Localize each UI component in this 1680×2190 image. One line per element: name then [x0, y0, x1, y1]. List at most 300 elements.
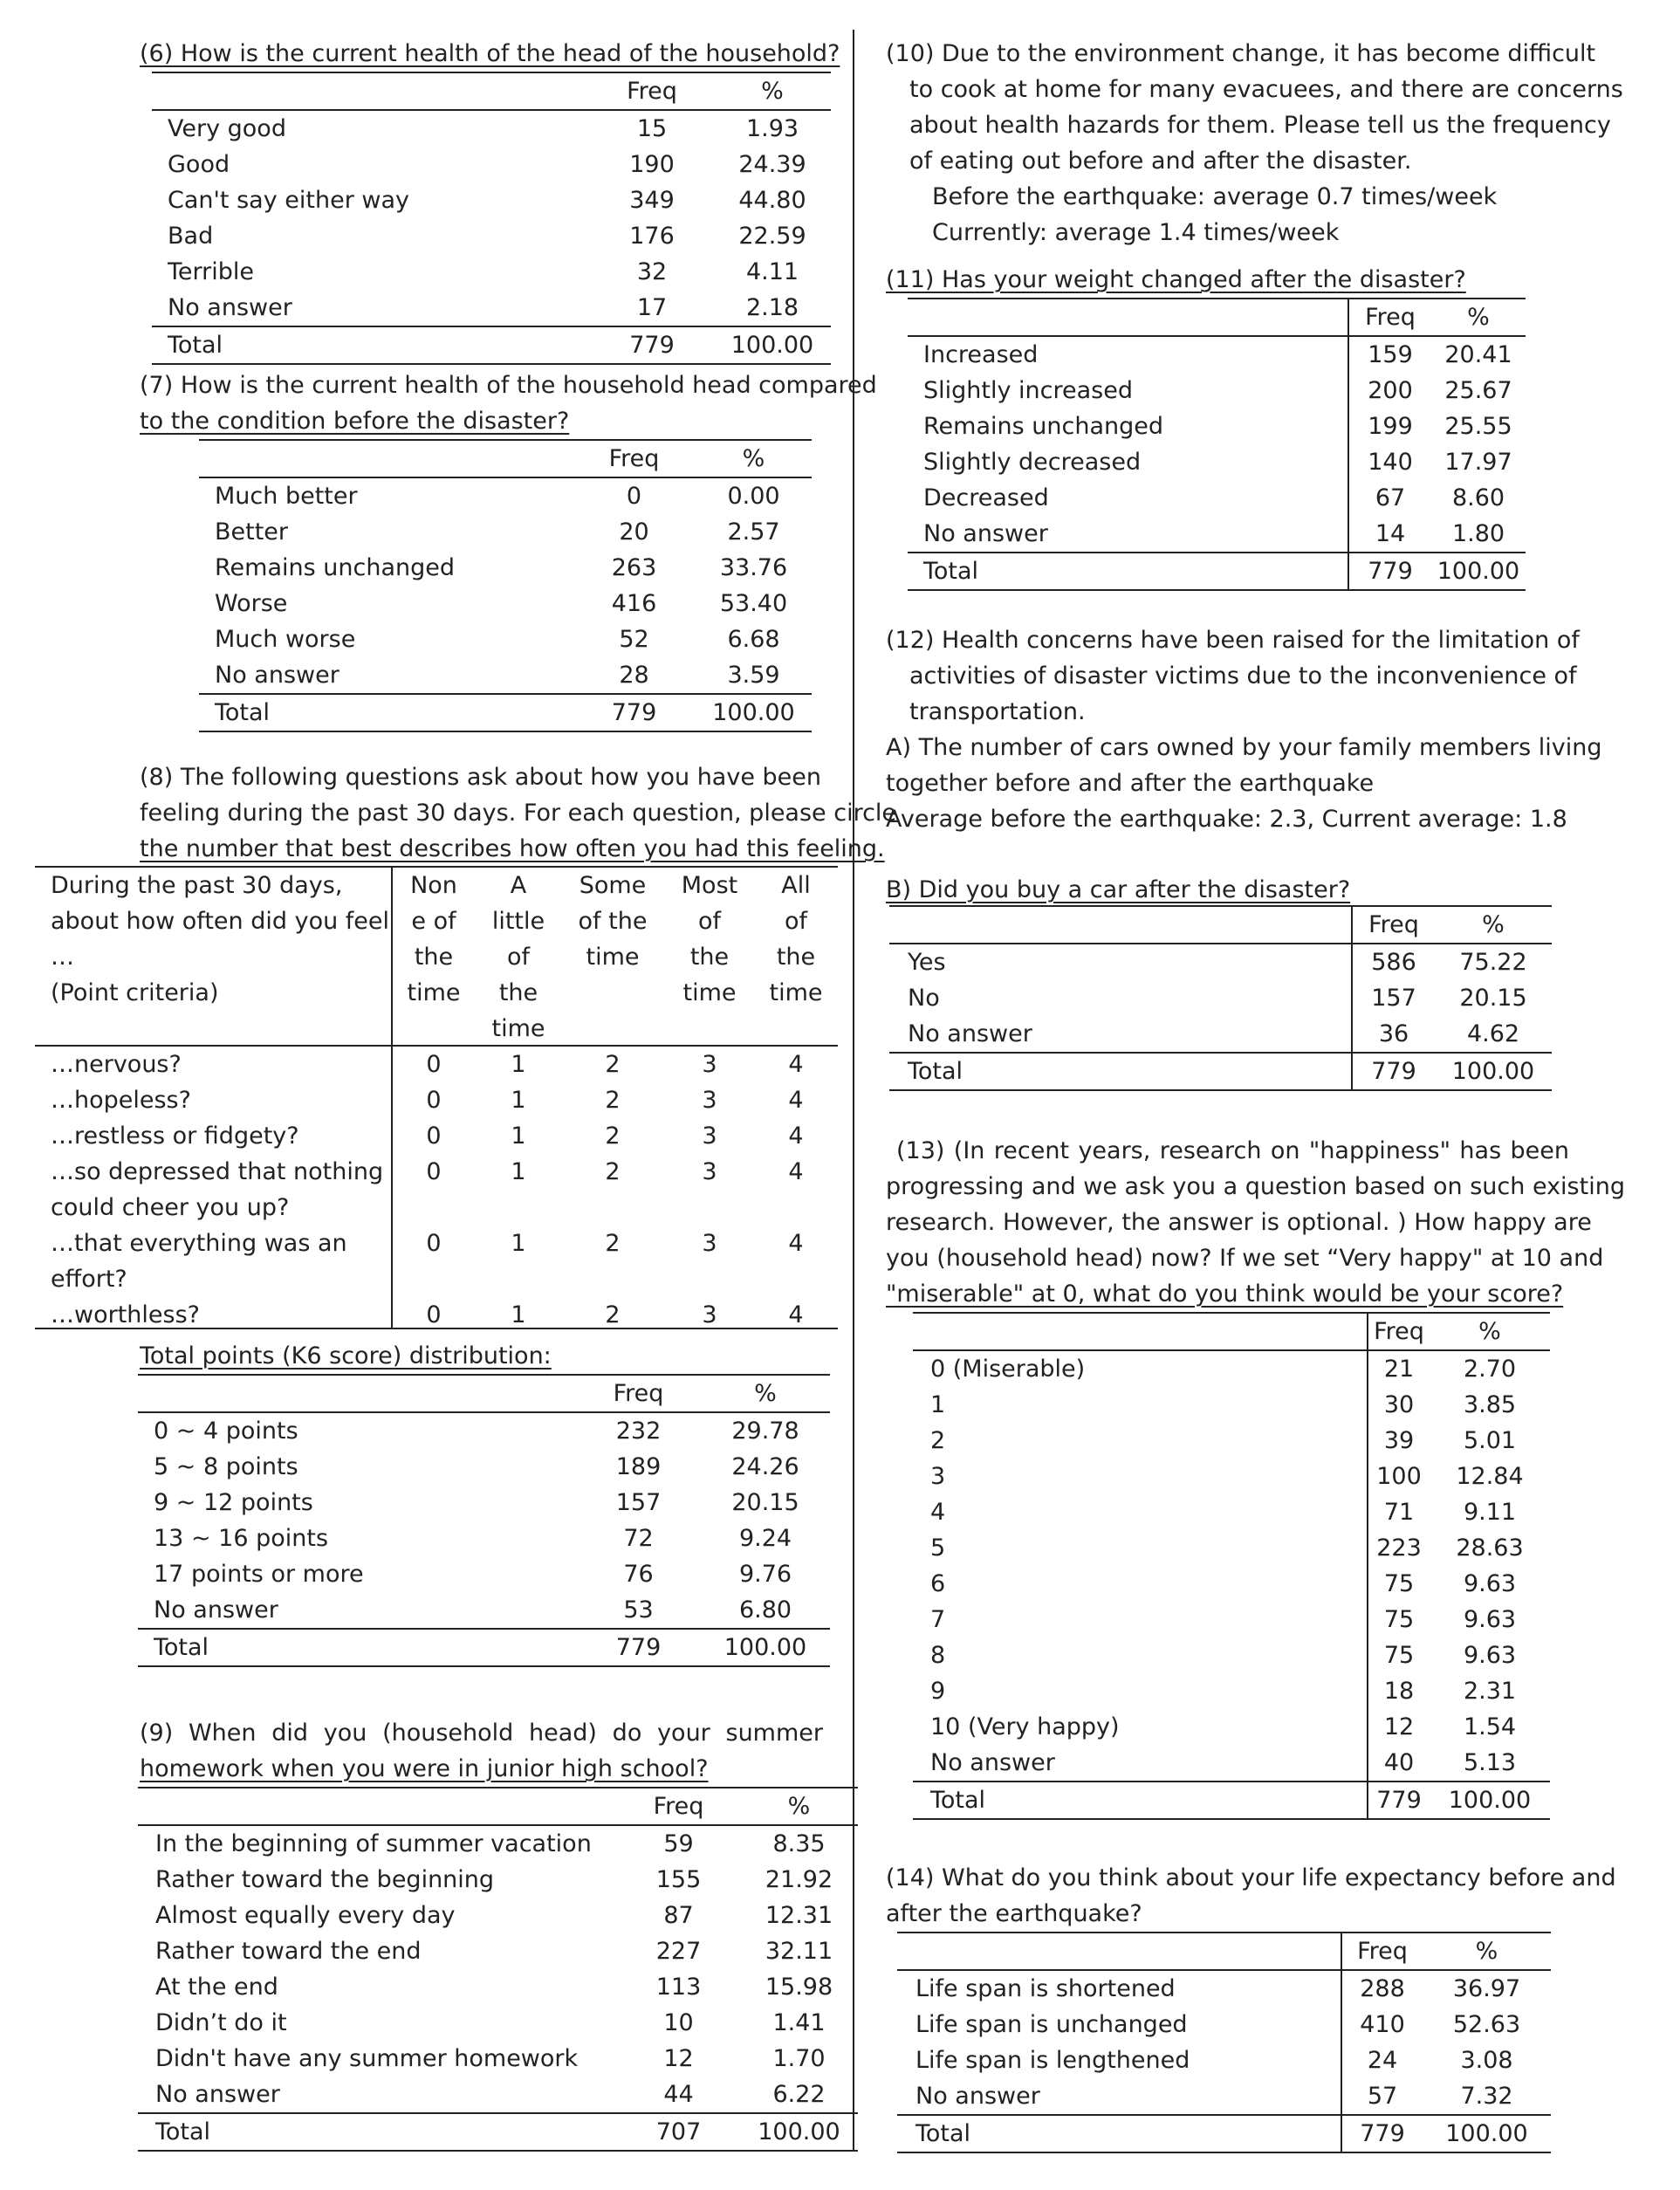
table-row [152, 147, 831, 182]
row-label: Much better [215, 483, 358, 510]
row-percent: 1.54 [1463, 1713, 1517, 1740]
q8-stem-line3: … [51, 944, 74, 971]
total-freq: 779 [573, 694, 696, 731]
row-label: No [908, 985, 940, 1012]
row-label: Rather toward the beginning [155, 1866, 495, 1893]
row-label: No answer [215, 662, 339, 689]
q8-point-value: 1 [511, 1122, 526, 1150]
q8-point-value: 4 [788, 1301, 804, 1328]
q8-column-header-text: little [491, 908, 545, 935]
table-row [897, 1970, 1551, 2007]
table-row [138, 1862, 858, 1898]
q8-point-value: 4 [788, 1158, 804, 1185]
row-label: 6 [930, 1570, 946, 1597]
q8-item-label-continued: effort? [51, 1266, 127, 1293]
table-row [199, 514, 812, 550]
table-row [913, 1387, 1550, 1423]
row-label: Very good [168, 115, 286, 142]
total-freq: 779 [1352, 1053, 1435, 1090]
q12-a-line2: together before and after the earthquake [886, 770, 1375, 797]
row-freq: 10 [663, 2009, 694, 2036]
row-percent: 24.26 [731, 1453, 799, 1480]
q8-point-criteria: (Point criteria) [51, 979, 219, 1006]
row-freq: 15 [636, 115, 668, 142]
table-total-row [897, 2115, 1551, 2152]
total-label: Total [913, 1782, 1368, 1819]
row-percent: 25.67 [1444, 377, 1512, 404]
row-percent: 4.11 [745, 258, 799, 285]
row-label: Yes [908, 949, 946, 976]
q8-point-value: 1 [511, 1087, 526, 1114]
row-freq: 263 [611, 554, 657, 581]
q14-table [897, 1932, 1551, 2153]
row-freq: 176 [629, 223, 675, 250]
table-row [908, 516, 1526, 553]
q13-table [913, 1312, 1550, 1820]
q8-point-value: 3 [702, 1301, 717, 1328]
total-label: Total [199, 694, 573, 731]
total-label: Total [897, 2115, 1341, 2152]
table-row [138, 1825, 858, 1862]
row-label: 7 [930, 1606, 946, 1633]
table-row [138, 1592, 830, 1629]
total-percent: 100.00 [1430, 1782, 1550, 1819]
row-percent: 22.59 [738, 223, 806, 250]
header-freq: Freq [617, 1788, 740, 1825]
row-freq: 30 [1368, 1387, 1430, 1423]
table-row [138, 1933, 858, 1969]
total-freq: 779 [590, 326, 714, 364]
q12-b-title: B) Did you buy a car after the disaster? [886, 876, 1351, 903]
row-label: 17 points or more [154, 1561, 364, 1588]
q8-point-value: 3 [702, 1051, 717, 1078]
q8-column-header-text: time [586, 944, 640, 971]
header-percent: % [1431, 299, 1526, 336]
table-row [897, 2007, 1551, 2042]
header-blank [138, 1788, 617, 1825]
row-freq: 416 [611, 590, 657, 617]
row-freq: 227 [655, 1938, 702, 1965]
row-label: Didn't have any summer homework [155, 2045, 579, 2072]
table-row [138, 1521, 830, 1556]
q11-table [908, 298, 1526, 591]
total-percent: 100.00 [740, 2113, 858, 2151]
row-freq: 288 [1341, 1970, 1423, 2007]
row-label: Good [168, 151, 230, 178]
table-row [152, 110, 831, 147]
row-freq: 28 [619, 662, 649, 689]
q10-current-average: Currently: average 1.4 times/week [932, 219, 1340, 246]
total-percent: 100.00 [1435, 1053, 1552, 1090]
header-percent: % [1430, 1313, 1550, 1350]
q14-title-line1: (14) What do you think about your life expectancy before and [886, 1864, 1616, 1891]
q6-table [152, 72, 831, 365]
q8-item-label-continued: could cheer you up? [51, 1194, 290, 1221]
q12-line3: transportation. [909, 698, 1086, 725]
row-freq: 21 [1368, 1350, 1430, 1387]
table-total-row [199, 694, 812, 731]
table-row [913, 1602, 1550, 1637]
table-row [138, 1898, 858, 1933]
header-freq: Freq [1341, 1933, 1423, 1970]
row-label: Slightly decreased [923, 449, 1142, 476]
row-label: Didn’t do it [155, 2009, 287, 2036]
row-label: 5 [930, 1534, 946, 1562]
row-label: Much worse [215, 626, 356, 653]
table-row [138, 1412, 830, 1449]
q8-column-header-text: Some [579, 872, 647, 899]
row-label: Life span is lengthened [915, 2047, 1190, 2074]
table-row [138, 2077, 858, 2113]
q8-point-value: 2 [605, 1087, 621, 1114]
q8-point-value: 0 [426, 1051, 442, 1078]
row-percent: 5.13 [1463, 1749, 1517, 1776]
table-row [152, 254, 831, 290]
q8-column-header-text: time [682, 979, 737, 1006]
row-freq: 67 [1348, 480, 1431, 516]
q8-column-header-text: the [689, 944, 730, 971]
row-label: Rather toward the end [155, 1938, 422, 1965]
row-percent: 1.93 [745, 115, 799, 142]
header-percent: % [714, 72, 831, 110]
row-freq: 155 [655, 1866, 702, 1893]
total-label: Total [889, 1053, 1352, 1090]
row-percent: 17.97 [1444, 449, 1512, 476]
row-percent: 20.15 [1459, 985, 1527, 1012]
row-label: Increased [923, 341, 1039, 368]
row-freq: 75 [1368, 1566, 1430, 1602]
row-label: No answer [915, 2083, 1040, 2110]
q8-point-value: 4 [788, 1051, 804, 1078]
row-freq: 17 [636, 294, 668, 321]
header-freq: Freq [1352, 906, 1435, 944]
total-label: Total [152, 326, 590, 364]
row-freq: 36 [1352, 1016, 1435, 1053]
row-freq: 12 [663, 2045, 694, 2072]
row-freq: 14 [1348, 516, 1431, 553]
header-blank [152, 72, 590, 110]
table-row [913, 1566, 1550, 1602]
q8-column-header-text: of [697, 908, 722, 935]
row-percent: 32.11 [765, 1938, 833, 1965]
table-total-row [913, 1782, 1550, 1819]
q8-column-header-text: Most [681, 872, 738, 899]
table-row [889, 980, 1552, 1016]
table-row [913, 1709, 1550, 1745]
q12-table [889, 905, 1552, 1091]
table-row [199, 657, 812, 694]
q8-column-header-text: time [491, 1015, 545, 1042]
header-blank [913, 1313, 1368, 1350]
row-freq: 75 [1368, 1637, 1430, 1673]
table-row [152, 182, 831, 218]
q12-a-line1: A) The number of cars owned by your family members living [886, 734, 1602, 761]
q8-item-label: …worthless? [51, 1301, 200, 1328]
row-freq: 53 [623, 1596, 654, 1624]
q12-line2: activities of disaster victims due to the inconvenience of [909, 662, 1577, 690]
table-row [138, 2005, 858, 2041]
row-freq: 75 [1368, 1602, 1430, 1637]
q14-title-line2: after the earthquake? [886, 1900, 1142, 1927]
table-header-row [913, 1313, 1550, 1350]
table-row [138, 2041, 858, 2077]
k6-table [138, 1374, 830, 1667]
row-freq: 190 [629, 151, 675, 178]
table-row [913, 1459, 1550, 1494]
row-freq: 32 [636, 258, 668, 285]
q8-item-label: …hopeless? [51, 1087, 191, 1114]
table-row [138, 1556, 830, 1592]
row-freq: 52 [619, 626, 649, 653]
q8-point-value: 4 [788, 1122, 804, 1150]
table-header-row [889, 906, 1552, 944]
row-percent: 21.92 [765, 1866, 833, 1893]
row-percent: 9.76 [738, 1561, 792, 1588]
row-percent: 2.57 [727, 518, 780, 546]
q8-item-label: …nervous? [51, 1051, 182, 1078]
q9-title-line1: (9) When did you (household head) do your summer [140, 1720, 823, 1747]
row-freq: 39 [1368, 1423, 1430, 1459]
total-freq: 779 [1348, 553, 1431, 590]
row-percent: 9.63 [1463, 1606, 1517, 1633]
row-freq: 200 [1348, 373, 1431, 408]
q8-intro-line2: feeling during the past 30 days. For each question, please circle [140, 800, 897, 827]
row-label: No answer [908, 1020, 1032, 1047]
table-row [913, 1673, 1550, 1709]
row-percent: 52.63 [1452, 2011, 1521, 2038]
q8-intro-line3: the number that best describes how often you had this feeling. [140, 835, 885, 862]
table-row [199, 621, 812, 657]
row-label: 8 [930, 1642, 946, 1669]
table-total-row [889, 1053, 1552, 1090]
row-label: Remains unchanged [215, 554, 455, 581]
q8-column-header-text: Non [410, 872, 457, 899]
row-label: Life span is unchanged [915, 2011, 1188, 2038]
total-percent: 100.00 [1423, 2115, 1551, 2152]
row-percent: 3.08 [1460, 2047, 1513, 2074]
row-percent: 2.31 [1463, 1678, 1517, 1705]
q8-point-value: 4 [788, 1230, 804, 1257]
row-label: Life span is shortened [915, 1975, 1176, 2002]
row-label: Slightly increased [923, 377, 1133, 404]
q6-title: (6) How is the current health of the head of the household? [140, 40, 840, 67]
header-blank [889, 906, 1352, 944]
q8-point-value: 1 [511, 1301, 526, 1328]
row-label: No answer [154, 1596, 278, 1624]
row-percent: 33.76 [719, 554, 788, 581]
total-freq: 779 [1368, 1782, 1430, 1819]
header-percent: % [1423, 1933, 1551, 1970]
row-freq: 71 [1368, 1494, 1430, 1530]
row-freq: 87 [663, 1902, 694, 1929]
row-percent: 24.39 [738, 151, 806, 178]
q8-point-value: 2 [605, 1122, 621, 1150]
row-label: No answer [155, 2081, 280, 2108]
table-header-row [152, 72, 831, 110]
q8-column-header-text: A [510, 872, 527, 899]
header-blank [138, 1375, 576, 1412]
header-percent: % [1435, 906, 1552, 944]
q8-column-header-text: the [414, 944, 454, 971]
total-percent: 100.00 [701, 1629, 830, 1666]
row-percent: 6.22 [772, 2081, 826, 2108]
q8-point-value: 0 [426, 1087, 442, 1114]
q8-point-value: 2 [605, 1230, 621, 1257]
q8-point-value: 2 [605, 1051, 621, 1078]
row-label: Bad [168, 223, 214, 250]
table-row [138, 1449, 830, 1485]
row-freq: 410 [1341, 2007, 1423, 2042]
row-label: No answer [923, 520, 1048, 547]
q8-stem-line1: During the past 30 days, [51, 872, 343, 899]
total-percent: 100.00 [714, 326, 831, 364]
q13-line4: you (household head) now? If we set “Very happy" at 10 and [886, 1245, 1604, 1272]
row-percent: 5.01 [1463, 1427, 1517, 1454]
header-percent: % [701, 1375, 830, 1412]
q7-title-line1: (7) How is the current health of the household head compared [140, 372, 877, 399]
row-freq: 18 [1368, 1673, 1430, 1709]
row-percent: 9.24 [738, 1525, 792, 1552]
q10-line1: (10) Due to the environment change, it has become difficult [886, 40, 1596, 67]
table-row [897, 2078, 1551, 2115]
row-label: In the beginning of summer vacation [155, 1830, 592, 1857]
row-percent: 8.35 [772, 1830, 826, 1857]
header-percent: % [696, 440, 812, 477]
row-label: 3 [930, 1463, 946, 1490]
table-row [889, 944, 1552, 980]
q13-line3: research. However, the answer is optional. ) How happy are [886, 1209, 1592, 1236]
q10-line3: about health hazards for them. Please tell us the frequency [909, 112, 1611, 139]
row-freq: 0 [626, 483, 642, 510]
q8-column-header-text: of [784, 908, 808, 935]
row-freq: 223 [1368, 1530, 1430, 1566]
row-percent: 2.70 [1463, 1356, 1517, 1383]
row-freq: 140 [1348, 444, 1431, 480]
row-percent: 2.18 [745, 294, 799, 321]
row-percent: 0.00 [727, 483, 780, 510]
total-label: Total [138, 1629, 576, 1666]
table-total-row [908, 553, 1526, 590]
row-label: 5 ~ 8 points [154, 1453, 298, 1480]
table-row [913, 1637, 1550, 1673]
row-percent: 20.41 [1444, 341, 1512, 368]
row-freq: 57 [1341, 2078, 1423, 2115]
row-freq: 59 [663, 1830, 694, 1857]
table-row [152, 290, 831, 326]
q8-point-value: 1 [511, 1230, 526, 1257]
row-label: Can't say either way [168, 187, 409, 214]
total-freq: 707 [617, 2113, 740, 2151]
q13-line2: progressing and we ask you a question based on such existing [886, 1173, 1625, 1200]
table-row [908, 444, 1526, 480]
q8-point-value: 0 [426, 1301, 442, 1328]
header-freq: Freq [576, 1375, 701, 1412]
table-row [913, 1350, 1550, 1387]
q8-item-label: …so depressed that nothing [51, 1158, 384, 1185]
table-total-row [152, 326, 831, 364]
q13-line5: "miserable" at 0, what do you think would be your score? [886, 1280, 1564, 1308]
row-freq: 12 [1368, 1709, 1430, 1745]
row-freq: 232 [615, 1418, 662, 1445]
q8-point-value: 3 [702, 1158, 717, 1185]
table-row [913, 1423, 1550, 1459]
row-percent: 4.62 [1466, 1020, 1520, 1047]
table-row [913, 1745, 1550, 1782]
row-label: Terrible [168, 258, 254, 285]
q8-column-header-text: time [407, 979, 461, 1006]
row-freq: 72 [623, 1525, 654, 1552]
q8-column-header-text: All [781, 872, 811, 899]
row-percent: 9.63 [1463, 1642, 1517, 1669]
q8-point-value: 1 [511, 1158, 526, 1185]
row-freq: 24 [1341, 2042, 1423, 2078]
k6-title: Total points (K6 score) distribution: [140, 1342, 552, 1370]
row-percent: 12.84 [1456, 1463, 1524, 1490]
row-percent: 36.97 [1452, 1975, 1521, 2002]
row-percent: 7.32 [1460, 2083, 1513, 2110]
table-row [152, 218, 831, 254]
q8-item-label: …restless or fidgety? [51, 1122, 299, 1150]
q8-column-header-text: of the [578, 908, 648, 935]
table-row [908, 373, 1526, 408]
row-percent: 8.60 [1451, 484, 1505, 511]
row-percent: 15.98 [765, 1974, 833, 2001]
total-percent: 100.00 [696, 694, 812, 731]
row-freq: 20 [619, 518, 649, 546]
q8-stem-line2: about how often did you feel [51, 908, 390, 935]
q8-point-value: 2 [605, 1158, 621, 1185]
table-row [889, 1016, 1552, 1053]
total-freq: 779 [1341, 2115, 1423, 2152]
row-freq: 586 [1352, 944, 1435, 980]
q8-point-value: 3 [702, 1230, 717, 1257]
q10-line4: of eating out before and after the disaster. [909, 148, 1412, 175]
row-freq: 40 [1368, 1745, 1430, 1782]
row-label: Almost equally every day [155, 1902, 456, 1929]
q8-point-value: 1 [511, 1051, 526, 1078]
table-row [199, 550, 812, 586]
row-freq: 76 [623, 1561, 654, 1588]
row-percent: 1.70 [772, 2045, 826, 2072]
row-freq: 44 [663, 2081, 694, 2108]
row-percent: 1.80 [1451, 520, 1505, 547]
table-row [897, 2042, 1551, 2078]
row-percent: 6.80 [738, 1596, 792, 1624]
total-label: Total [908, 553, 1348, 590]
row-label: 4 [930, 1499, 946, 1526]
row-freq: 157 [615, 1489, 662, 1516]
row-percent: 29.78 [731, 1418, 799, 1445]
row-percent: 44.80 [738, 187, 806, 214]
row-label: No answer [930, 1749, 1055, 1776]
q8-point-value: 4 [788, 1087, 804, 1114]
row-label: Worse [215, 590, 288, 617]
row-label: 0 (Miserable) [930, 1356, 1086, 1383]
row-percent: 9.63 [1463, 1570, 1517, 1597]
q9-title-line2: homework when you were in junior high school? [140, 1755, 709, 1782]
q10-line2: to cook at home for many evacuees, and there are concerns [909, 76, 1623, 103]
q8-column-header-text: of [506, 944, 531, 971]
q8-point-value: 2 [605, 1301, 621, 1328]
q8-point-value: 0 [426, 1158, 442, 1185]
row-freq: 189 [615, 1453, 662, 1480]
q8-point-value: 0 [426, 1230, 442, 1257]
q8-intro-line1: (8) The following questions ask about how you have been [140, 764, 821, 791]
q11-title: (11) Has your weight changed after the disaster? [886, 266, 1466, 293]
row-label: At the end [155, 1974, 278, 2001]
table-header-row [199, 440, 812, 477]
q7-table [199, 439, 812, 732]
